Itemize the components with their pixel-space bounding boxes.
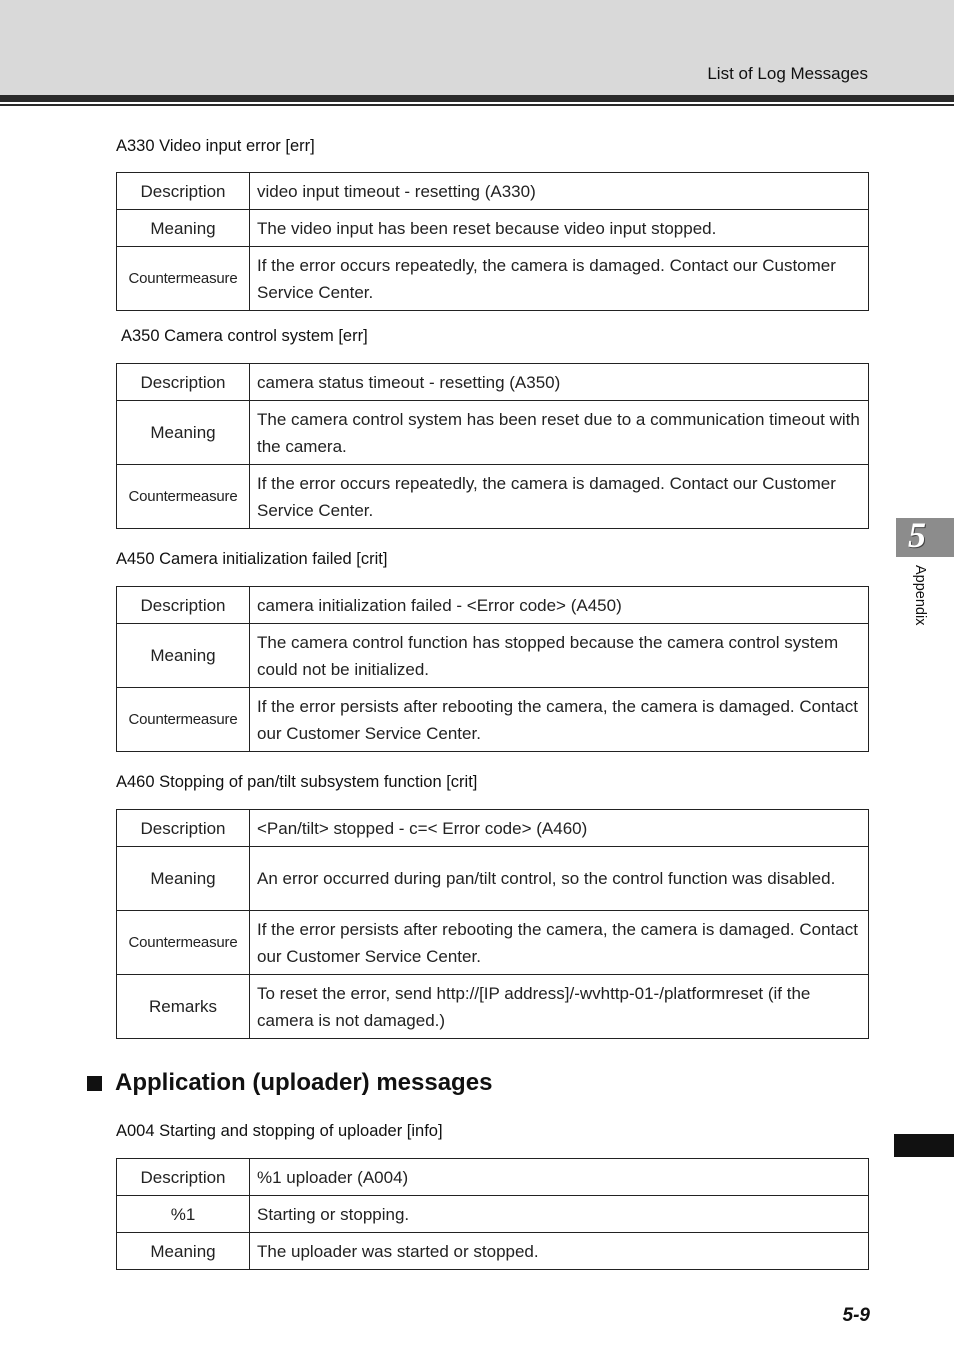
table-row [117,975,869,1039]
table-row [117,247,869,311]
row-key: Meaning [117,210,250,247]
table-row [117,1159,869,1196]
row-value: video input timeout - resetting (A330) [250,173,869,210]
row-value: If the error occurs repeatedly, the camera is damaged. Contact our Customer Service Center. [250,465,869,529]
table-row [117,688,869,752]
row-value: The camera control system has been reset due to a communication timeout with the camera. [250,401,869,465]
chapter-label: Appendix [912,565,928,626]
row-value: If the error occurs repeatedly, the camera is damaged. Contact our Customer Service Center. [250,247,869,311]
row-key: Description [117,364,250,401]
row-key: Meaning [117,847,250,911]
table-row [117,401,869,465]
row-value: The uploader was started or stopped. [250,1233,869,1270]
chapter-tab [896,515,954,557]
log-table [116,172,869,311]
row-value: To reset the error, send http://[IP address]/-wvhttp-01-/platformreset (if the camera is not damaged.) [250,975,869,1039]
log-table [116,809,869,1039]
row-key: Meaning [117,624,250,688]
row-key: Remarks [117,975,250,1039]
row-value: The video input has been reset because video input stopped. [250,210,869,247]
table-row [117,210,869,247]
row-value: Starting or stopping. [250,1196,869,1233]
row-key: Meaning [117,1233,250,1270]
row-value: <Pan/tilt> stopped - c=< Error code> (A460) [250,810,869,847]
square-bullet-icon [87,1076,102,1091]
table-row [117,810,869,847]
section-title: A330 Video input error [err] [116,137,315,155]
table-row [117,911,869,975]
section-title: A450 Camera initialization failed [crit] [116,550,388,568]
table-row [117,624,869,688]
section-title: A004 Starting and stopping of uploader [info] [116,1122,443,1140]
table-row [117,364,869,401]
table-row [117,173,869,210]
row-key: Countermeasure [117,911,250,975]
row-value: If the error persists after rebooting the camera, the camera is damaged. Contact our Customer Service Center. [250,688,869,752]
row-key: Countermeasure [117,247,250,311]
row-key: Description [117,587,250,624]
log-table [116,1158,869,1270]
table-row [117,847,869,911]
chapter-number: 5 [908,515,926,555]
row-value: The camera control function has stopped because the camera control system could not be initialized. [250,624,869,688]
row-value: %1 uploader (A004) [250,1159,869,1196]
row-key: Description [117,1159,250,1196]
row-key: Description [117,173,250,210]
section-title: A460 Stopping of pan/tilt subsystem function [crit] [116,773,478,791]
row-value: camera status timeout - resetting (A350) [250,364,869,401]
row-value: If the error persists after rebooting the camera, the camera is damaged. Contact our Customer Service Center. [250,911,869,975]
row-key: Countermeasure [117,688,250,752]
log-table [116,586,869,752]
thumb-index-marker [894,1134,954,1157]
section-heading [87,1069,492,1097]
row-key: Countermeasure [117,465,250,529]
log-table [116,363,869,529]
page-number: 5-9 [842,1305,870,1326]
table-row [117,1196,869,1233]
section-heading-text: Application (uploader) messages [115,1069,493,1096]
table-row [117,587,869,624]
section-title: A350 Camera control system [err] [121,327,368,345]
running-title: List of Log Messages [707,64,868,83]
row-value: An error occurred during pan/tilt control, so the control function was disabled. [250,847,869,911]
row-key: %1 [117,1196,250,1233]
table-row [117,465,869,529]
row-value: camera initialization failed - <Error code> (A450) [250,587,869,624]
row-key: Description [117,810,250,847]
row-key: Meaning [117,401,250,465]
header-rule-thin [0,104,954,106]
header-rule [0,95,954,102]
table-row [117,1233,869,1270]
